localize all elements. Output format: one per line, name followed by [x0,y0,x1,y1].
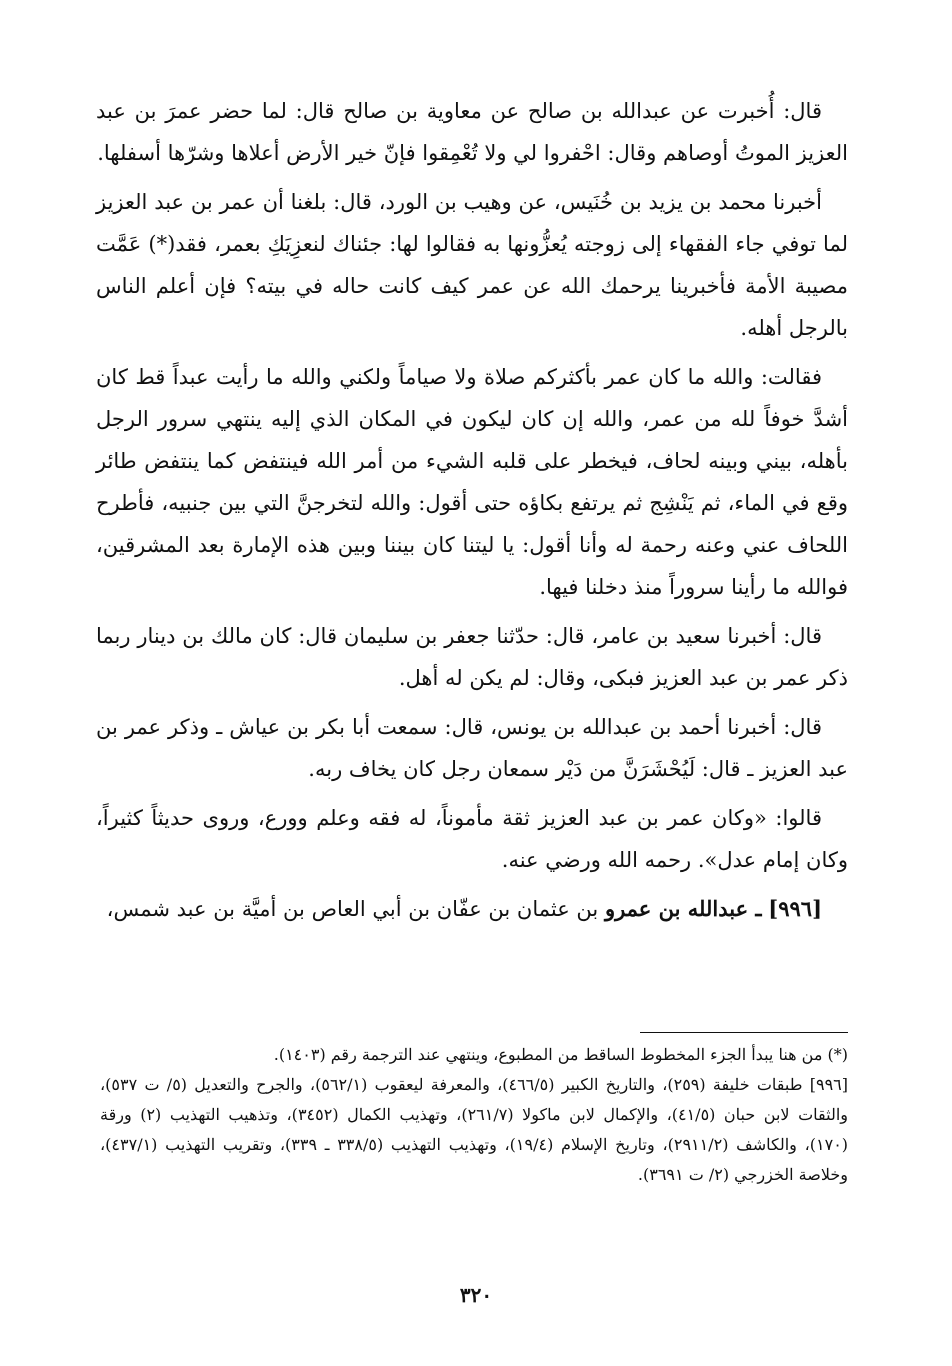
page-number: ٣٢٠ [459,1283,493,1307]
paragraph-4-text: قال: أخبرنا سعيد بن عامر، قال: حدّثنا جعفر بن سليمان قال: كان مالك بن دينار ربما ذكر عمر بن عبد العزيز فبكى، وقال: لم يكن له أهل. [96,624,848,690]
entry-name: ـ عبدالله بن عمرو [604,896,762,921]
footnote-1: (*) من هنا يبدأ الجزء المخطوط الساقط من المطبوع، وينتهي عند الترجمة رقم (١٤٠٣). [273,1045,848,1064]
paragraph-6 [96,797,848,881]
paragraph-3 [96,356,848,608]
footnotes [100,1040,848,1190]
footnote-divider [640,1032,848,1033]
paragraph-3-text: فقالت: والله ما كان عمر بأكثركم صلاة ولا صياماً ولكني والله ما رأيت عبداً قط كان أشدَّ خوفاً لله من عمر، والله إن كان ليكون في المكان الذي إليه ينتهي سرور الرجل بأهله، بيني وبينه لحاف، فيخطر على قلبه الشيء من أمر الله فينتفض كما ينتفض طائر وقع في الماء، ثم يَنْشِج ثم يرتفع بكاؤه حتى أقول: والله لتخرجنَّ التي بين جنبيه، فأطرح اللحاف عني وعنه رحمة له وأنا أقول: يا ليتنا كان بيننا وبين هذه الإمارة بعد المشرقين، فوالله ما رأينا سروراً منذ دخلنا فيها. [96,365,848,599]
paragraph-2 [96,181,848,349]
entry-rest: بن عثمان بن عفّان بن أبي العاص بن أميَّة بن عبد شمس، [106,897,599,921]
paragraph-1 [96,90,848,174]
entry-number: [٩٩٦] [768,896,822,921]
paragraph-2-text: أخبرنا محمد بن يزيد بن خُنَيس، عن وهيب بن الورد، قال: بلغنا أن عمر بن عبد العزيز لما توفي جاء الفقهاء إلى زوجته يُعزُّونها به فقالوا لها: جئناك لنعزِيَكِ بعمر، فقد(*) عَمَّت مصيبة الأمة فأخبرينا يرحمك الله عن عمر كيف كانت حاله في بيته؟ فإن أعلم الناس بالرجل أهله. [96,190,848,340]
paragraph-5 [96,706,848,790]
main-text [96,90,848,937]
paragraph-6-text: قالوا: «وكان عمر بن عبد العزيز ثقة مأموناً، له فقه وعلم وورع، وروى حديثاً كثيراً، وكان إمام عدل». رحمه الله ورضي عنه. [96,806,848,872]
paragraph-5-text: قال: أخبرنا أحمد بن عبدالله بن يونس، قال: سمعت أبا بكر بن عياش ـ وذكر عمر بن عبد العزيز ـ قال: لَيُحْشَرَنَّ من دَيْر سمعان رجل كان يخاف ربه. [96,715,848,781]
footnote-2: [٩٩٦] طبقات خليفة (٢٥٩)، والتاريخ الكبير (٤٦٦/٥)، والمعرفة ليعقوب (٥٦٢/١)، والجرح والتعديل (٥/ ت ٥٣٧)، والثقات لابن حبان (٤١/٥)، والإكمال لابن ماكولا (٢٦١/٧)، وتهذيب الكمال (٣٤٥٢)، وتذهيب التهذيب (٢) ورقة (١٧٠)، والكاشف (٢٩١١/٢)، وتاريخ الإسلام (١٩/٤)، وتهذيب التهذيب (٣٣٨/٥ ـ ٣٣٩)، وتقريب التهذيب (٤٣٧/١)، وخلاصة الخزرجي (٢/ ت ٣٦٩١). [100,1075,849,1184]
paragraph-1-text: قال: أُخبرت عن عبدالله بن صالح عن معاوية بن صالح قال: لما حضر عمرَ بن عبد العزيز الموتُ أوصاهم وقال: احْفروا لي ولا تُعْمِقوا فإنّ خير الأرض أعلاها وشرّها أسفلها. [96,99,848,165]
paragraph-4 [96,615,848,699]
entry-heading [96,888,848,930]
